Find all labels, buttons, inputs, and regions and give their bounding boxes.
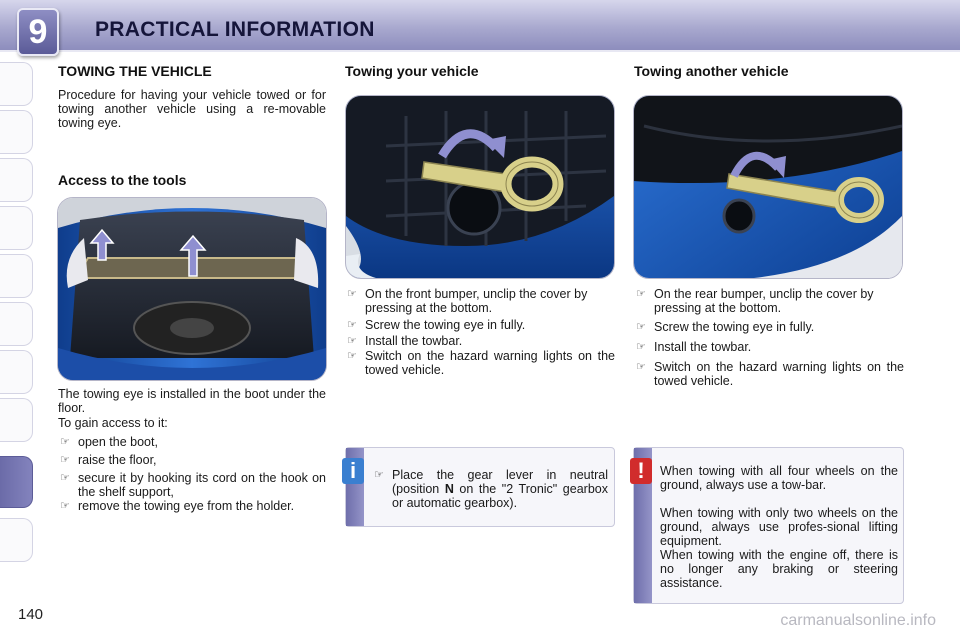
chapter-tab-4[interactable] xyxy=(0,206,33,250)
pointing-hand-icon: ☞ xyxy=(636,321,646,333)
rear-step-4 xyxy=(634,360,904,388)
access-step-3 xyxy=(58,471,326,499)
step-text: Switch on the hazard warning lights on the towed vehicle. xyxy=(654,360,904,388)
info-note xyxy=(345,447,615,527)
pointing-hand-icon: ☞ xyxy=(374,469,384,481)
chapter-tab-9-active[interactable] xyxy=(0,456,33,508)
access-lead-text: To gain access to it: xyxy=(58,416,168,430)
warning-text-1: When towing with all four wheels on the ground, always use a tow-bar. xyxy=(660,464,898,492)
step-text: Screw the towing eye in fully. xyxy=(654,320,815,334)
step-text: remove the towing eye from the holder. xyxy=(78,499,295,513)
chapter-tabs xyxy=(0,62,34,572)
step-text: Switch on the hazard warning lights on the towed vehicle. xyxy=(365,349,615,377)
rear-towing-eye-illustration xyxy=(634,96,902,278)
pointing-hand-icon: ☞ xyxy=(636,341,646,353)
location-text: The towing eye is installed in the boot under the floor. xyxy=(58,387,326,415)
front-step-2 xyxy=(345,318,615,332)
step-text: Install the towbar. xyxy=(365,334,463,348)
front-step-4 xyxy=(345,349,615,377)
warning-text-3: When towing with the engine off, there is no longer any braking or steering assistance. xyxy=(660,548,898,590)
access-step-1 xyxy=(58,435,326,449)
step-text: Screw the towing eye in fully. xyxy=(365,318,526,332)
pointing-hand-icon: ☞ xyxy=(347,350,357,362)
front-step-3 xyxy=(345,334,615,348)
towing-your-vehicle-title: Towing your vehicle xyxy=(345,63,479,79)
pointing-hand-icon: ☞ xyxy=(60,454,70,466)
note-text-part: Place the gear lever in neutral (position xyxy=(392,468,608,496)
step-text: open the boot, xyxy=(78,435,158,449)
chapter-tab-7[interactable] xyxy=(0,350,33,394)
chapter-tab-8[interactable] xyxy=(0,398,33,442)
step-text: On the front bumper, unclip the cover by pressing at the bottom. xyxy=(365,287,588,315)
chapter-tab-2[interactable] xyxy=(0,110,33,154)
page-number: 140 xyxy=(18,606,44,623)
pointing-hand-icon: ☞ xyxy=(347,335,357,347)
boot-photo xyxy=(57,197,327,381)
pointing-hand-icon: ☞ xyxy=(60,472,70,484)
step-text: Install the towbar. xyxy=(654,340,752,354)
front-step-1 xyxy=(345,287,615,315)
info-note-text xyxy=(372,468,608,510)
warning-note xyxy=(633,447,904,604)
chapter-number-badge: 9 xyxy=(17,8,59,56)
intro-text: Procedure for having your vehicle towed or for towing another vehicle using a re-movable towing eye. xyxy=(58,88,326,130)
pointing-hand-icon: ☞ xyxy=(636,361,646,373)
boot-illustration xyxy=(58,198,326,380)
access-tools-title: Access to the tools xyxy=(58,172,187,188)
towing-another-vehicle-title: Towing another vehicle xyxy=(634,63,789,79)
pointing-hand-icon: ☞ xyxy=(347,288,357,300)
warning-text-2: When towing with only two wheels on the ground, always use profes-sional lifting equipment. xyxy=(660,506,898,548)
chapter-tab-6[interactable] xyxy=(0,302,33,346)
rear-step-2 xyxy=(634,320,904,334)
chapter-tab-10[interactable] xyxy=(0,518,33,562)
section-title: TOWING THE VEHICLE xyxy=(58,63,212,79)
pointing-hand-icon: ☞ xyxy=(60,500,70,512)
info-icon: i xyxy=(342,458,364,484)
access-step-4 xyxy=(58,499,326,513)
watermark: carmanualsonline.info xyxy=(780,612,936,629)
header-divider xyxy=(0,50,960,52)
chapter-title: PRACTICAL INFORMATION xyxy=(95,18,375,41)
step-text: raise the floor, xyxy=(78,453,157,467)
rear-step-3 xyxy=(634,340,904,354)
gear-position-label: N xyxy=(444,482,454,496)
pointing-hand-icon: ☞ xyxy=(636,288,646,300)
chapter-tab-3[interactable] xyxy=(0,158,33,202)
chapter-tab-5[interactable] xyxy=(0,254,33,298)
front-towing-eye-illustration xyxy=(346,96,614,278)
front-bumper-photo xyxy=(345,95,615,279)
access-step-2 xyxy=(58,453,326,467)
pointing-hand-icon: ☞ xyxy=(347,319,357,331)
note-text-part: on the "2 Tronic" gearbox or automatic gearbox). xyxy=(392,482,608,510)
rear-bumper-photo xyxy=(633,95,903,279)
chapter-tab-1[interactable] xyxy=(0,62,33,106)
step-text: secure it by hooking its cord on the hook on the shelf support, xyxy=(78,471,326,499)
warning-icon: ! xyxy=(630,458,652,484)
pointing-hand-icon: ☞ xyxy=(60,436,70,448)
rear-step-1 xyxy=(634,287,904,315)
step-text: On the rear bumper, unclip the cover by pressing at the bottom. xyxy=(654,287,874,315)
